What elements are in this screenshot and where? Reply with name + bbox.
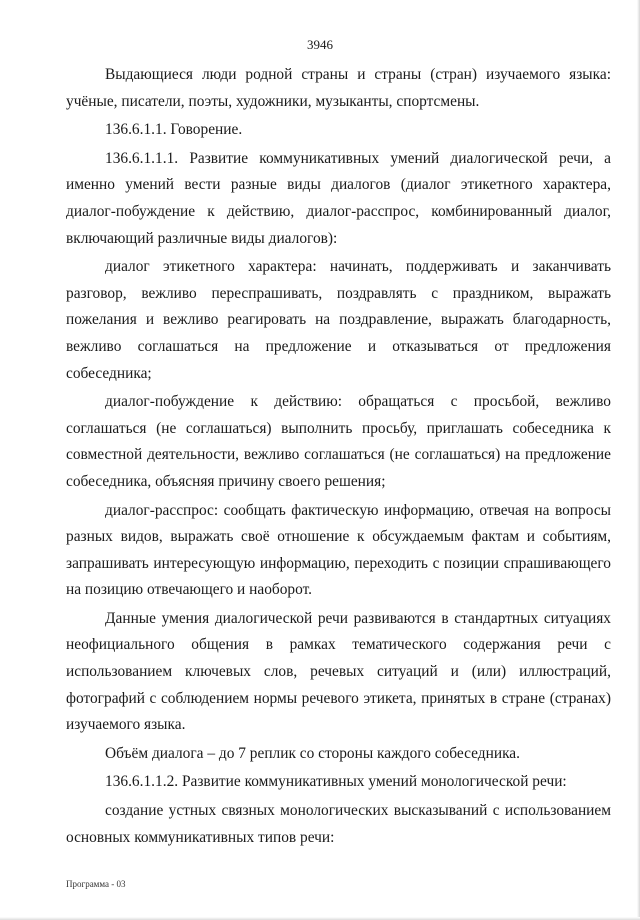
paragraph: создание устных связных монологических высказываний с использованием основных коммуникативных типов речи: [66, 802, 611, 846]
page-number: 3946 [307, 37, 333, 52]
paragraph: Данные умения диалогической речи развиваются в стандартных ситуациях неофициального общения в рамках тематического содержания речи с использованием ключевых слов, речевых ситуаций и (или) иллюстраций, фотографий с соблюдением нормы речевого этикета, принятых в стране (странах) изучаемого языка. [66, 609, 611, 734]
section-heading: 136.6.1.1. Говорение. [105, 121, 243, 139]
body-text [66, 62, 611, 851]
paragraph: диалог этикетного характера: начинать, поддерживать и заканчивать разговор, вежливо переспрашивать, поздравлять с праздником, выражать пожелания и вежливо реагировать на поздравление, выражать благодарность, вежливо соглашаться на предложение и отказываться от предложения собеседника; [66, 258, 611, 382]
paragraph: Объём диалога – до 7 реплик со стороны каждого собеседника. [105, 744, 520, 762]
paragraph: диалог-расспрос: сообщать фактическую информацию, отвечая на вопросы разных видов, выражать своё отношение к обсуждаемым фактам и событиям, запрашивать интересующую информацию, переходить с позиции спрашивающего на позицию отвечающего и наоборот. [66, 501, 611, 599]
section-heading: 136.6.1.1.2. Развитие коммуникативных умений монологической речи: [105, 773, 567, 791]
paragraph: Выдающиеся люди родной страны и страны (стран) изучаемого языка: учёные, писатели, поэты, художники, музыканты, спортсмены. [66, 66, 611, 110]
paragraph: диалог-побуждение к действию: обращаться с просьбой, вежливо соглашаться (не соглашаться) выполнить просьбу, приглашать собеседника к совместной деятельности, вежливо соглашаться (не соглашаться) на предложение собеседника, объясняя причину своего решения; [66, 393, 611, 490]
paragraph: 136.6.1.1.1. Развитие коммуникативных умений диалогической речи, а именно умений вести разные виды диалогов (диалог этикетного характера, диалог-побуждение к действию, диалог-расспрос, комбинированный диалог, включающий различные виды диалогов): [66, 149, 611, 247]
footer-label: Программа - 03 [66, 879, 126, 889]
